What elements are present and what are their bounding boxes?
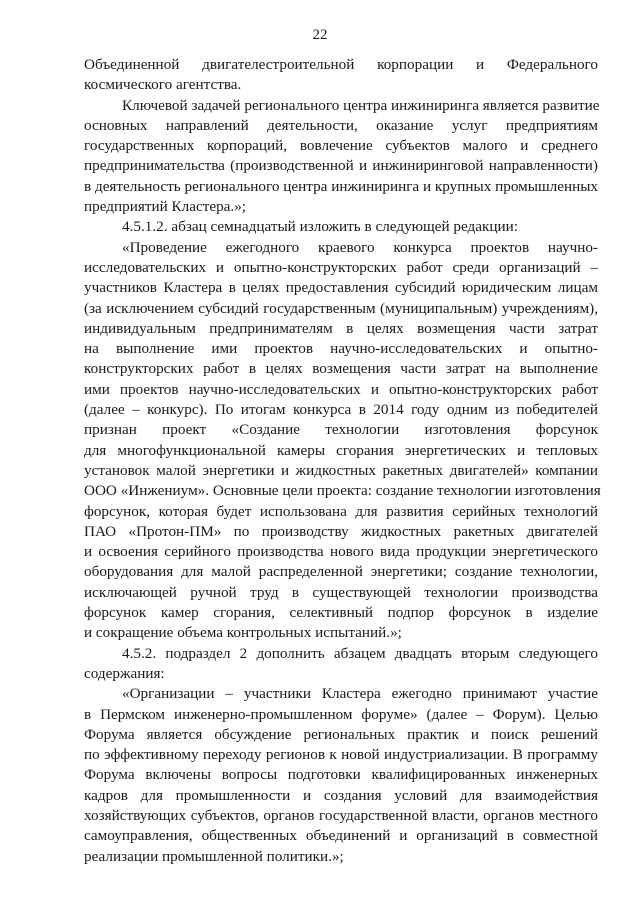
text-line: предпринимательства (производственной и инжиниринговой направленности): [84, 157, 598, 175]
text-line: кадров для промышленности и создания условий для взаимодействия: [84, 786, 598, 804]
text-line: «Проведение ежегодного краевого конкурса проектов научно-: [122, 238, 598, 256]
text-line: самоуправления, общественных объединений и организаций в совместной: [84, 827, 598, 845]
text-line: конструкторских работ в целях возмещения части затрат на выполнение: [84, 360, 598, 378]
text-line: исследовательских и опытно-конструкторских работ среди организаций –: [84, 258, 598, 276]
text-line: Ключевой задачей регионального центра инжиниринга является развитие: [122, 96, 600, 114]
text-line: форсунок, которая будет использована для развития серийных технологий: [84, 502, 598, 520]
text-line: «Организации – участники Кластера ежегодно принимают участие: [122, 685, 598, 703]
text-line: Объединенной двигателестроительной корпорации и Федерального: [84, 56, 598, 73]
text-line: предприятий Кластера.»;: [84, 198, 247, 216]
text-line: 4.5.1.2. абзац семнадцатый изложить в следующей редакции:: [122, 218, 518, 236]
text-line: хозяйствующих субъектов, органов государственной власти, органов местного: [84, 806, 598, 824]
text-line: (далее – конкурс). По итогам конкурса в 2014 году одним из победителей: [84, 401, 598, 419]
text-line: индивидуальным предпринимателям в целях возмещения части затрат: [84, 319, 598, 337]
text-line: для многофункциональной камеры сгорания энергетических и тепловых: [84, 441, 598, 459]
text-line: Форума включены вопросы подготовки квалифицированных инженерных: [84, 766, 598, 784]
text-line: (за исключением субсидий государственным (муниципальным) учреждениям),: [84, 299, 598, 317]
text-line: космического агентства.: [84, 76, 242, 94]
text-line: форсунок камер сгорания, селективный подпор форсунок в изделие: [84, 604, 598, 622]
text-line: и сокращение объема контрольных испытаний.»;: [84, 624, 402, 642]
text-line: в деятельность регионального центра инжиниринга и крупных промышленных: [84, 177, 599, 195]
document-body: [84, 55, 601, 867]
text-line: установок малой энергетики и жидкостных ракетных двигателей» компании: [84, 461, 598, 479]
text-line: ПАО «Протон-ПМ» по производству жидкостных ракетных двигателей: [84, 522, 598, 540]
text-line: в Пермском инженерно-промышленном форуме» (далее – Форум). Целью: [84, 705, 598, 723]
text-line: ООО «Инжениум». Основные цели проекта: создание технологии изготовления: [84, 482, 601, 500]
text-line: участников Кластера в целях предоставления субсидий юридическим лицам: [84, 279, 598, 297]
text-line: Форума является обсуждение региональных практик и поиск решений: [84, 725, 598, 743]
text-line: оборудования для малой распределенной энергетики; создание технологии,: [84, 563, 598, 581]
text-line: признан проект «Создание технологии изготовления форсунок: [84, 421, 598, 439]
text-line: исключающей ручной труд в существующей технологии производства: [84, 583, 598, 601]
text-line: государственных корпораций, вовлечение субъектов малого и среднего: [84, 137, 598, 155]
text-line: содержания:: [84, 664, 165, 682]
text-line: на выполнение ими проектов научно-исследовательских и опытно-: [84, 340, 598, 358]
text-line: основных направлений деятельности, оказание услуг предприятиям: [84, 116, 598, 134]
text-line: ими проектов научно-исследовательских и опытно-конструкторских работ: [84, 380, 598, 398]
text-line: и освоения серийного производства нового вида продукции энергетического: [84, 543, 598, 561]
page-number: 22: [312, 27, 328, 43]
text-line: 4.5.2. подраздел 2 дополнить абзацем двадцать вторым следующего: [122, 644, 598, 662]
text-line: реализации промышленной политики.»;: [84, 847, 344, 865]
text-line: по эффективному переходу регионов к новой индустриализации. В программу: [84, 746, 598, 764]
